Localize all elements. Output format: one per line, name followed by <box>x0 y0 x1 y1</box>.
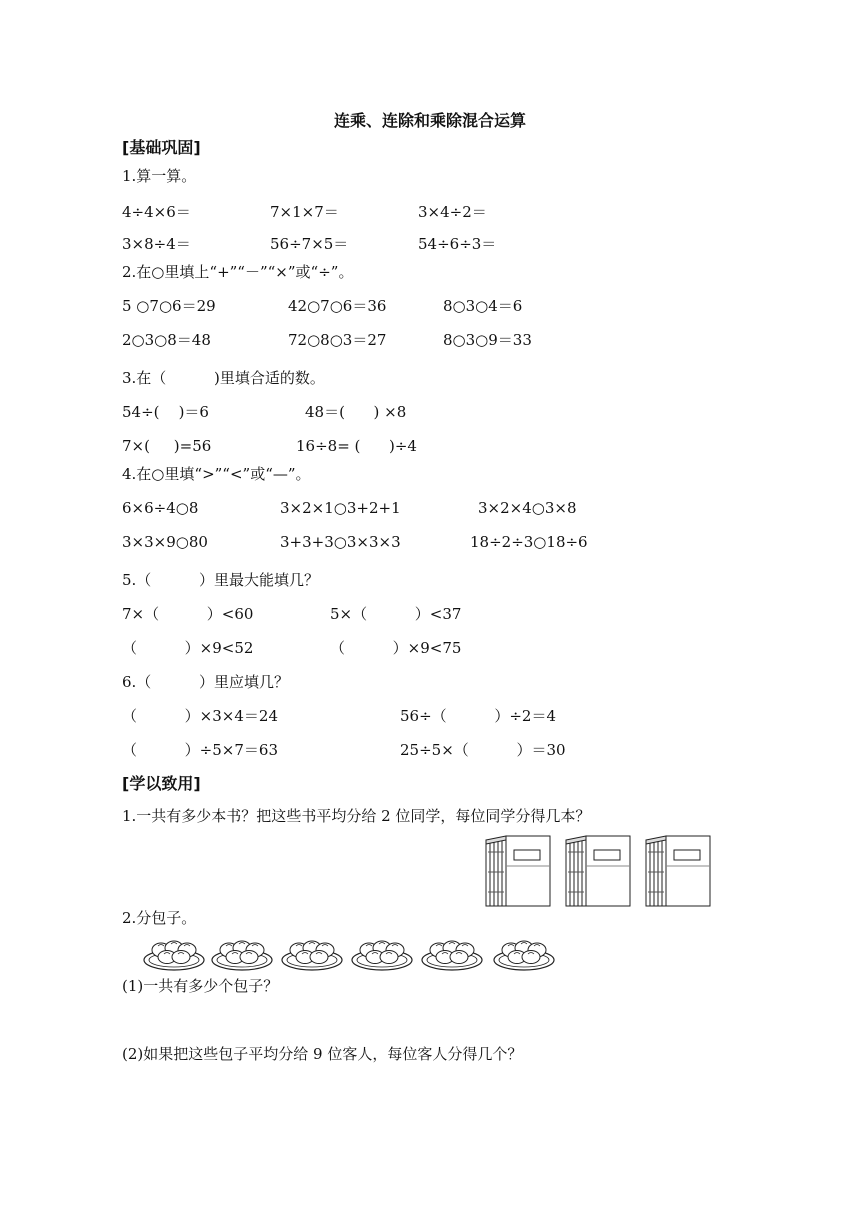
q1-item: 56÷7×5＝ <box>270 235 349 253</box>
book-stack-icon <box>566 836 630 906</box>
bun-plate-icon <box>212 941 272 970</box>
bun-plate-icon <box>422 941 482 970</box>
q4-item: 6×6÷4○8 <box>122 499 199 517</box>
q4-item: 3×2×1○3+2+1 <box>280 499 401 517</box>
q6-item: （ ）÷5×7＝63 <box>122 741 278 759</box>
q5-item: 5×（ ）<37 <box>330 605 462 623</box>
q2-item: 72○8○3＝27 <box>288 331 387 349</box>
app1-question: 1.一共有多少本书？把这些书平均分给 2 位同学，每位同学分得几本？ <box>122 807 591 825</box>
q1-item: 54÷6÷3＝ <box>418 235 497 253</box>
bun-plate-icon <box>282 941 342 970</box>
section-application: [学以致用] <box>122 774 201 793</box>
bun-plate-icon <box>494 941 554 970</box>
books-illustration <box>484 832 724 910</box>
q3-heading: 3.在（ )里填合适的数。 <box>122 369 325 387</box>
q4-item: 3×3×9○80 <box>122 533 208 551</box>
q3-item: 48＝( ) ×8 <box>305 403 407 421</box>
q3-item: 16÷8= ( )÷4 <box>296 437 417 455</box>
app2-question: 2.分包子。 <box>122 909 197 927</box>
app2-sub2: (2)如果把这些包子平均分给 9 位客人，每位客人分得几个？ <box>122 1045 523 1063</box>
q6-item: 25÷5×（ ）＝30 <box>400 741 566 759</box>
q5-heading: 5.（ ）里最大能填几？ <box>122 571 319 589</box>
q4-item: 18÷2÷3○18÷6 <box>470 533 588 551</box>
book-stack-icon <box>486 836 550 906</box>
buns-illustration <box>142 932 562 974</box>
q3-item: 54÷( )＝6 <box>122 403 209 421</box>
app2-sub1: (1)一共有多少个包子？ <box>122 977 279 995</box>
q1-item: 4÷4×6＝ <box>122 203 191 221</box>
bun-plate-icon <box>144 941 204 970</box>
bun-plate-icon <box>352 941 412 970</box>
q1-item: 3×8÷4＝ <box>122 235 191 253</box>
q5-item: （ ）×9<52 <box>122 639 254 657</box>
q2-item: 5 ○7○6＝29 <box>122 297 216 315</box>
q5-item: 7×（ ）<60 <box>122 605 254 623</box>
q2-item: 8○3○4＝6 <box>443 297 523 315</box>
q6-item: （ ）×3×4＝24 <box>122 707 278 725</box>
q2-heading: 2.在○里填上“+”“－”“×”或“÷”。 <box>122 263 354 281</box>
q1-heading: 1.算一算。 <box>122 167 197 185</box>
q6-item: 56÷（ ）÷2＝4 <box>400 707 556 725</box>
q2-item: 2○3○8＝48 <box>122 331 211 349</box>
page-title: 连乘、连除和乘除混合运算 <box>333 111 526 130</box>
book-stack-icon <box>646 836 710 906</box>
q6-heading: 6.（ ）里应填几？ <box>122 673 289 691</box>
q1-item: 3×4÷2＝ <box>418 203 487 221</box>
q4-heading: 4.在○里填“>”“<”或“—”。 <box>122 465 311 483</box>
section-basic: [基础巩固] <box>122 138 201 157</box>
q2-item: 42○7○6＝36 <box>288 297 387 315</box>
q3-item: 7×( )=56 <box>122 437 212 455</box>
q5-item: （ ）×9<75 <box>330 639 462 657</box>
q4-item: 3+3+3○3×3×3 <box>280 533 401 551</box>
q1-item: 7×1×7＝ <box>270 203 339 221</box>
q2-item: 8○3○9＝33 <box>443 331 532 349</box>
q4-item: 3×2×4○3×8 <box>478 499 577 517</box>
